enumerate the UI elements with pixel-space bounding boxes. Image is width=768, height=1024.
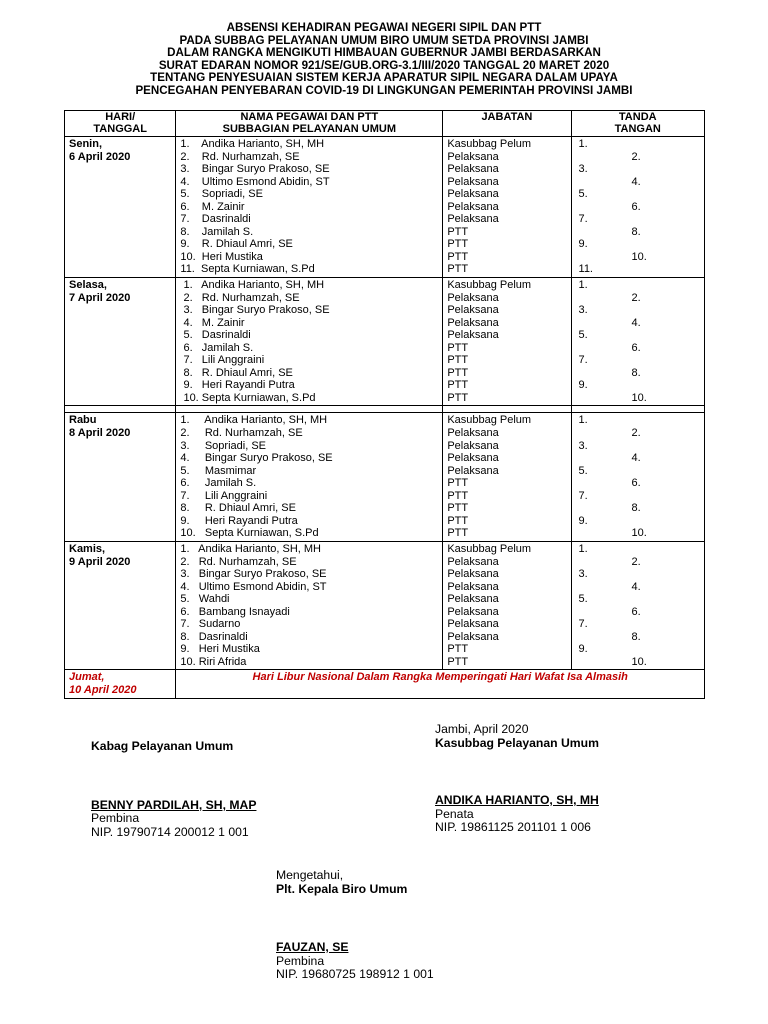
day-date: 6 April 2020 — [69, 150, 131, 163]
jabatan-item: Pelaksana — [447, 304, 499, 317]
signature-number: 1. — [578, 542, 588, 555]
separator-cell — [176, 406, 443, 413]
place-date: Jambi, April 2020 — [435, 722, 529, 736]
day-date: 9 April 2020 — [69, 555, 131, 568]
employee-name: 6. Bambang Isnayadi — [180, 605, 290, 618]
signature-number: 4. — [631, 316, 641, 329]
signer-nip: NIP. 19861125 201101 1 006 — [435, 820, 591, 834]
signature-number: 9. — [578, 514, 588, 527]
employee-name: 7. Lili Anggraini — [180, 489, 268, 502]
employee-name: 7. Sudarno — [180, 618, 241, 631]
day-name: Kamis, — [69, 542, 106, 555]
employee-name: 8. R. Dhiaul Amri, SE — [180, 366, 293, 379]
signer-nip: NIP. 19790714 200012 1 001 — [91, 824, 249, 839]
jabatan-item: Kasubbag Pelum — [447, 138, 532, 150]
jabatan-item: PTT — [447, 477, 469, 490]
employee-name: 2. Rd. Nurhamzah, SE — [180, 427, 303, 440]
signature-number: 3. — [578, 439, 588, 452]
names-cell — [176, 541, 443, 669]
title-line: SURAT EDARAN NOMOR 921/SE/GUB.ORG-3.1/III/2020 TANGGAL 20 MARET 2020 — [158, 58, 610, 72]
employee-name: 8. Jamilah S. — [180, 225, 254, 238]
signature-number: 1. — [578, 414, 588, 427]
title-line: TENTANG PENYESUAIAN SISTEM KERJA APARATUR SIPIL NEGARA DALAM UPAYA — [150, 71, 618, 85]
employee-name: 6. Jamilah S. — [180, 341, 254, 354]
jabatan-item: PTT — [447, 379, 469, 392]
jabatan-item: PTT — [447, 502, 469, 515]
employee-name: 9. Heri Rayandi Putra — [180, 514, 298, 527]
header-name — [176, 111, 443, 137]
jabatan-item: Pelaksana — [447, 580, 499, 593]
employee-name: 1. Andika Harianto, SH, MH — [180, 279, 325, 292]
employee-name: 8. Dasrinaldi — [180, 630, 248, 643]
jabatan-item: Pelaksana — [447, 213, 499, 226]
signature-number: 5. — [578, 188, 588, 201]
signature-cell — [571, 278, 704, 406]
signature-number: 8. — [631, 502, 641, 515]
jabatan-item: Kasubbag Pelum — [447, 542, 532, 555]
signature-number: 9. — [578, 238, 588, 251]
jabatan-item: Pelaksana — [447, 618, 499, 631]
signature-number: 10. — [631, 655, 647, 668]
signature-number: 11. — [578, 263, 593, 276]
employee-name: 5. Sopriadi, SE — [180, 188, 263, 201]
signature-number: 2. — [631, 427, 641, 440]
employee-name: 10. Septa Kurniawan, S.Pd — [180, 527, 319, 540]
jabatan-item: Pelaksana — [447, 605, 499, 618]
jabatan-item: Pelaksana — [447, 568, 499, 581]
day-name: Senin, — [69, 138, 103, 150]
day-name: Rabu — [69, 414, 97, 427]
jabatan-item: PTT — [447, 655, 469, 668]
signer-rank: Pembina — [276, 953, 325, 968]
day-date: 8 April 2020 — [69, 427, 131, 440]
day-cell — [65, 278, 176, 406]
jabatan-item: Pelaksana — [447, 593, 499, 606]
signature-number: 6. — [631, 341, 641, 354]
day-row — [65, 278, 705, 406]
jabatan-item: Kasubbag Pelum — [447, 279, 532, 292]
document-title — [66, 22, 702, 98]
jabatan-item: PTT — [447, 643, 469, 656]
header-day — [65, 111, 176, 137]
employee-name: 3. Bingar Suryo Prakoso, SE — [180, 304, 330, 317]
signature-number: 3. — [578, 304, 588, 317]
jabatan-cell — [443, 137, 571, 278]
employee-name: 11. Septa Kurniawan, S.Pd — [180, 263, 315, 276]
header-day-line: TANGGAL — [93, 123, 147, 135]
employee-name: 7. Dasrinaldi — [180, 213, 251, 226]
separator-cell — [571, 406, 704, 413]
day-date: 7 April 2020 — [69, 291, 131, 304]
signature-number: 5. — [578, 593, 588, 606]
signature-number: 7. — [578, 618, 588, 631]
title-line: PENCEGAHAN PENYEBARAN COVID-19 DI LINGKUNGAN PEMERINTAH PROVINSI JAMBI — [135, 83, 633, 97]
table-header-row — [65, 111, 705, 137]
title-line: ABSENSI KEHADIRAN PEGAWAI NEGERI SIPIL DAN PTT — [226, 21, 542, 34]
signature-number: 8. — [631, 366, 641, 379]
jabatan-item: Pelaksana — [447, 630, 499, 643]
employee-name: 2. Rd. Nurhamzah, SE — [180, 150, 300, 163]
signature-number: 10. — [631, 250, 647, 263]
header-jabatan-line: JABATAN — [481, 111, 533, 123]
signature-number: 5. — [578, 464, 588, 477]
signature-number: 4. — [631, 452, 641, 465]
signer-rank: Pembina — [91, 811, 140, 825]
header-signature-line: TANDA — [618, 111, 657, 123]
signer-name: BENNY PARDILAH, SH, MAP — [91, 797, 257, 812]
holiday-row — [65, 670, 705, 698]
jabatan-item: Pelaksana — [447, 150, 499, 163]
employee-name: 5. Wahdi — [180, 593, 230, 606]
header-name-line: NAMA PEGAWAI DAN PTT — [240, 111, 379, 123]
employee-name: 8. R. Dhiaul Amri, SE — [180, 502, 296, 515]
separator-cell — [443, 406, 571, 413]
jabatan-item: Pelaksana — [447, 175, 499, 188]
signature-number: 10. — [631, 527, 647, 540]
jabatan-item: Pelaksana — [447, 329, 499, 342]
jabatan-cell — [443, 541, 571, 669]
signer-position: Plt. Kepala Biro Umum — [276, 881, 408, 896]
employee-name: 1. Andika Harianto, SH, MH — [180, 414, 328, 427]
jabatan-item: Pelaksana — [447, 555, 499, 568]
signer-position: Kasubbag Pelayanan Umum — [435, 735, 599, 750]
header-name-line: SUBBAGIAN PELAYANAN UMUM — [222, 123, 397, 135]
jabatan-item: PTT — [447, 527, 469, 540]
header-jabatan — [443, 111, 571, 137]
signature-number: 9. — [578, 379, 588, 392]
signature-number: 7. — [578, 213, 588, 226]
signature-number: 6. — [631, 200, 641, 213]
jabatan-item: Pelaksana — [447, 291, 499, 304]
signature-number: 6. — [631, 605, 641, 618]
signature-number: 8. — [631, 630, 641, 643]
names-cell — [176, 278, 443, 406]
acknowledged-label: Mengetahui, — [276, 868, 344, 882]
day-row — [65, 137, 705, 278]
jabatan-item: PTT — [447, 391, 469, 404]
jabatan-cell — [443, 278, 571, 406]
signature-cell — [571, 541, 704, 669]
signature-number: 8. — [631, 225, 641, 238]
employee-name: 4. Bingar Suryo Prakoso, SE — [180, 452, 333, 465]
signature-number: 1. — [578, 279, 588, 292]
employee-name: 6. M. Zainir — [180, 200, 245, 213]
employee-name: 1. Andika Harianto, SH, MH — [180, 138, 325, 150]
employee-name: 9. Heri Rayandi Putra — [180, 379, 295, 392]
employee-name: 4. Ultimo Esmond Abidin, ST — [180, 175, 330, 188]
names-cell — [176, 137, 443, 278]
employee-name: 9. Heri Mustika — [180, 643, 260, 656]
jabatan-item: Kasubbag Pelum — [447, 414, 532, 427]
employee-name: 5. Masmimar — [180, 464, 257, 477]
holiday-note: Hari Libur Nasional Dalam Rangka Memperingati Hari Wafat Isa Almasih — [176, 670, 705, 698]
employee-name: 3. Sopriadi, SE — [180, 439, 266, 452]
jabatan-item: PTT — [447, 250, 469, 263]
signer-rank: Penata — [435, 806, 474, 821]
employee-name: 2. Rd. Nurhamzah, SE — [180, 555, 297, 568]
jabatan-item: PTT — [447, 263, 469, 276]
signature-number: 7. — [578, 354, 588, 367]
signature-number: 2. — [631, 291, 641, 304]
header-day-line: HARI/ — [105, 111, 136, 123]
day-name: Selasa, — [69, 279, 107, 292]
header-signature-line: TANGAN — [614, 123, 661, 135]
day-row — [65, 541, 705, 669]
signature-number: 3. — [578, 568, 588, 581]
signature-number: 9. — [578, 643, 588, 656]
signature-number: 3. — [578, 163, 588, 176]
signature-cell — [571, 137, 704, 278]
day-row — [65, 413, 705, 541]
signer-position: Kabag Pelayanan Umum — [91, 739, 234, 753]
separator-cell — [65, 406, 176, 413]
employee-name: 3. Bingar Suryo Prakoso, SE — [180, 568, 327, 581]
day-cell — [65, 137, 176, 278]
signature-number: 2. — [631, 150, 641, 163]
jabatan-item: Pelaksana — [447, 316, 499, 329]
title-line: DALAM RANGKA MENGIKUTI HIMBAUAN GUBERNUR JAMBI BERDASARKAN — [167, 46, 601, 60]
jabatan-item: PTT — [447, 489, 469, 502]
jabatan-item: Pelaksana — [447, 452, 499, 465]
jabatan-item: PTT — [447, 225, 469, 238]
jabatan-item: PTT — [447, 366, 469, 379]
signature-number: 4. — [631, 580, 641, 593]
employee-name: 5. Dasrinaldi — [180, 329, 251, 342]
employee-name: 10. Heri Mustika — [180, 250, 263, 263]
signer-name: ANDIKA HARIANTO, SH, MH — [435, 793, 599, 807]
signature-number: 5. — [578, 329, 588, 342]
jabatan-item: PTT — [447, 238, 469, 251]
employee-name: 7. Lili Anggraini — [180, 354, 265, 367]
employee-name: 3. Bingar Suryo Prakoso, SE — [180, 163, 330, 176]
employee-name: 6. Jamilah S. — [180, 477, 257, 490]
employee-name: 9. R. Dhiaul Amri, SE — [180, 238, 293, 251]
signer-name: FAUZAN, SE — [276, 940, 349, 954]
title-line: PADA SUBBAG PELAYANAN UMUM BIRO UMUM SETDA PROVINSI JAMBI — [179, 33, 589, 47]
jabatan-item: Pelaksana — [447, 163, 499, 176]
day-name: Jumat, — [69, 671, 105, 684]
signature-right — [435, 723, 599, 835]
employee-name: 1. Andika Harianto, SH, MH — [180, 542, 322, 555]
signature-number: 7. — [578, 489, 588, 502]
signature-number: 2. — [631, 555, 641, 568]
day-cell — [65, 541, 176, 669]
jabatan-item: PTT — [447, 341, 469, 354]
signature-number: 4. — [631, 175, 641, 188]
holiday-day-cell — [65, 670, 176, 698]
day-date: 10 April 2020 — [69, 683, 137, 696]
jabatan-item: Pelaksana — [447, 427, 499, 440]
jabatan-cell — [443, 413, 571, 541]
employee-name: 4. M. Zainir — [180, 316, 245, 329]
attendance-table — [64, 110, 705, 699]
employee-name: 10. Riri Afrida — [180, 655, 247, 668]
separator-row — [65, 406, 705, 413]
jabatan-item: PTT — [447, 354, 469, 367]
jabatan-item: Pelaksana — [447, 200, 499, 213]
signer-nip: NIP. 19680725 198912 1 001 — [276, 967, 434, 981]
employee-name: 2. Rd. Nurhamzah, SE — [180, 291, 300, 304]
signature-number: 10. — [631, 391, 647, 404]
signature-cell — [571, 413, 704, 541]
table-body — [65, 137, 705, 699]
employee-name: 10. Septa Kurniawan, S.Pd — [180, 391, 316, 404]
employee-name: 4. Ultimo Esmond Abidin, ST — [180, 580, 327, 593]
names-cell — [176, 413, 443, 541]
header-signature — [571, 111, 704, 137]
jabatan-item: Pelaksana — [447, 188, 499, 201]
jabatan-item: Pelaksana — [447, 464, 499, 477]
signature-left — [91, 740, 256, 839]
signature-number: 6. — [631, 477, 641, 490]
jabatan-item: PTT — [447, 514, 469, 527]
jabatan-item: Pelaksana — [447, 439, 499, 452]
signature-center — [276, 869, 434, 982]
signature-number: 1. — [578, 138, 588, 150]
day-cell — [65, 413, 176, 541]
